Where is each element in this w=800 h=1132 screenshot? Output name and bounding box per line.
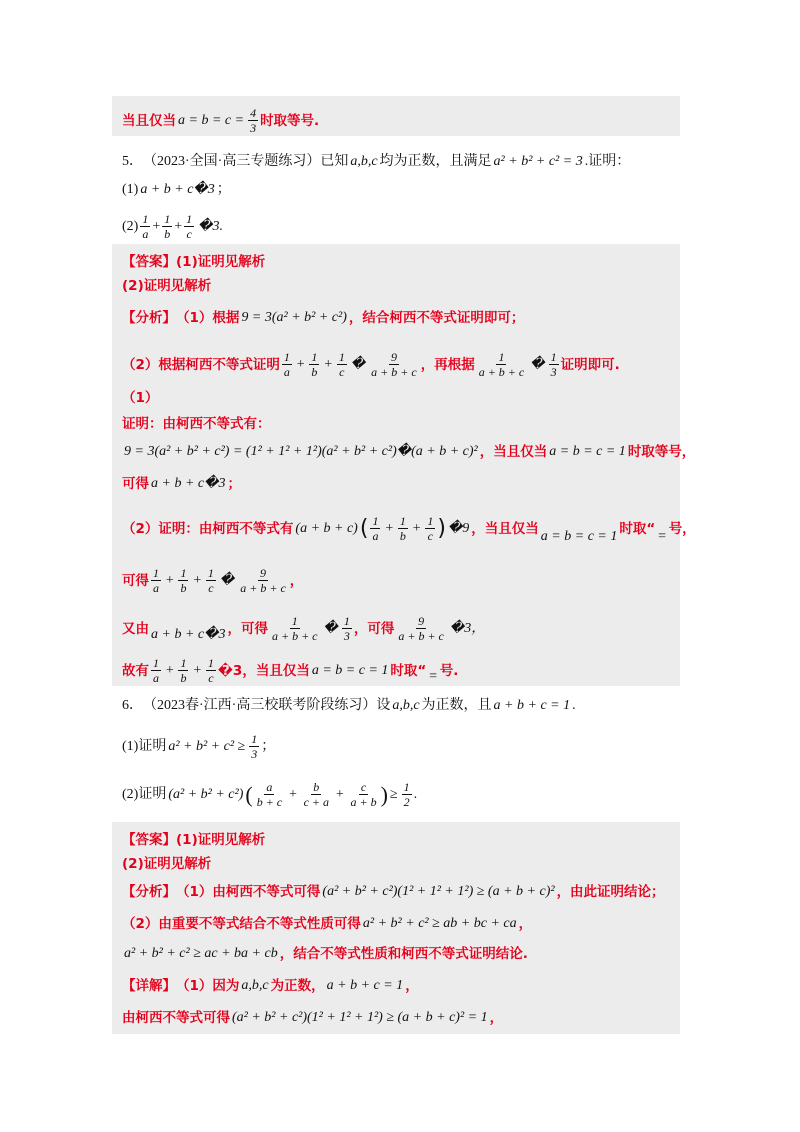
q6-analysis-tag: 【分析】 xyxy=(122,884,176,900)
res2-pre: 可得 xyxy=(122,572,149,589)
q6-d1-vars: a,b,c xyxy=(241,978,269,993)
res2-end: ， xyxy=(289,572,304,589)
q5-proof1-intro: 证明：由柯西不等式有： xyxy=(122,416,271,432)
frac-1-b: $\frac{1}{b}$ xyxy=(164,212,171,241)
q6-cond: 为正数，且 xyxy=(421,698,492,713)
proof1-post-a: ，当且仅当 xyxy=(479,444,548,460)
also-mid2: ，可得 xyxy=(353,620,395,637)
q5-eq: a² + b² + c² = 3 xyxy=(493,154,583,169)
proof1-cond: a = b = c = 1 xyxy=(549,444,626,459)
q6-d1-mid: 为正数， xyxy=(270,978,325,994)
top-cond-pre: 当且仅当 xyxy=(122,112,176,129)
q5-p1-end: ； xyxy=(216,182,231,197)
q6-source: （2023春·江西·高三校联考阶段练习）设 xyxy=(143,698,391,713)
q5-p2-end: �3. xyxy=(198,218,223,234)
q6-detail-tag: 【详解】 xyxy=(122,978,176,994)
also-mid1: ，可得 xyxy=(227,620,268,637)
proof1-math: 9 = 3(a² + b² + c²) = (1² + 1² + 1²)(a² + b² + c²)�(a + b + c)² xyxy=(124,444,478,459)
q6-analysis-2 xyxy=(122,914,532,934)
q6-d1-end: ， xyxy=(405,978,419,994)
q6-d2-math: (a² + b² + c²)(1² + 1² + 1²) ≥ (a + b + c)² = 1 xyxy=(232,1010,488,1025)
a1-post: ，结合柯西不等式证明即可； xyxy=(348,310,525,326)
proof1-res-math: a + b + c�3 xyxy=(151,476,226,491)
proof2-post-c: 号， xyxy=(668,520,696,537)
a2-mid: ，再根据 xyxy=(420,356,475,373)
fin-cond: a = b = c = 1 xyxy=(311,662,389,678)
also-end: �3， xyxy=(449,620,486,636)
q5-p2-label: (2) xyxy=(122,218,139,234)
a1-pre: （1）根据 xyxy=(176,310,240,326)
q6-p2-end: ≥ xyxy=(389,786,398,802)
q5-p1-math: a + b + c�3 xyxy=(140,182,215,197)
top-cond-post: 时取等号. xyxy=(260,112,320,129)
q6-p1-end: ； xyxy=(261,738,276,754)
q5-proof1-result xyxy=(122,474,241,494)
q5-vars: a,b,c xyxy=(350,154,378,169)
q6-vars: a,b,c xyxy=(392,698,420,713)
q6-a2-end: ， xyxy=(518,916,533,932)
q5-proof1-math-line xyxy=(122,442,695,462)
proof2-eq: = xyxy=(657,528,667,544)
proof2-end: �9 xyxy=(447,520,470,536)
q5-prove: .证明： xyxy=(584,154,631,169)
fin-pre: 故有 xyxy=(122,662,149,679)
q6-analysis-3 xyxy=(122,944,528,964)
q5-sub1: （1） xyxy=(122,390,159,406)
q6-eq: a + b + c = 1 xyxy=(493,698,571,713)
also-math1: a + b + c�3 xyxy=(151,626,226,642)
q6-part2: (2)证明 (a² + b² + c²) ( $\frac{a}{b + c}$ + $\frac{b}{c + a}$ + $\frac{c}{a + b}$ ) ≥ $\frac{1}{2}$ . xyxy=(122,780,418,809)
also-pre: 又由 xyxy=(122,620,149,637)
analysis-tag: 【分析】 xyxy=(122,310,176,326)
fin-mid: �3，当且仅当 xyxy=(217,662,310,679)
q5-also-line: 又由 a + b + c�3 ，可得 $\frac{1}{a + b + c}$ � $\frac{1}{3}$ ，可得 $\frac{9}{a + b + c}$ �3， xyxy=(122,614,486,643)
frac-1-a: $\frac{1}{a}$ xyxy=(142,212,149,241)
fin-eq: = xyxy=(428,668,438,684)
q5-analysis-1 xyxy=(122,308,524,328)
q6-d1-pre: （1）因为 xyxy=(176,978,240,994)
q6-a1-pre: （1）由柯西不等式可得 xyxy=(176,884,321,900)
top-cond-math: a = b = c = xyxy=(178,112,245,128)
a1-math: 9 = 3(a² + b² + c²) xyxy=(241,310,347,325)
q6-answer-line: 【答案】(1)证明见解析 xyxy=(122,832,266,848)
q5-part2: (2) $\frac{1}{a}$ + $\frac{1}{b}$ + $\frac{1}{c}$ �3. xyxy=(122,212,223,241)
q5-result2: 可得 $\frac{1}{a}$ + $\frac{1}{b}$ + $\frac{1}{c}$ � $\frac{9}{a + b + c}$ ， xyxy=(122,566,304,595)
fin-post: 时取“ xyxy=(390,662,427,679)
q6-detail-2 xyxy=(122,1008,503,1028)
q5-part1 xyxy=(122,180,231,200)
frac-9-sum: $\frac{9}{a + b + c}$ xyxy=(371,350,417,379)
proof2-post-b: 时取“ xyxy=(619,520,656,537)
q5-proof2-line: （2）证明：由柯西不等式有 (a + b + c) ( $\frac{1}{a}$ + $\frac{1}{b}$ + $\frac{1}{c}$ ) �9 ，当且仅当 a = b = c = 1 时取“ = 号， xyxy=(122,514,696,543)
q6-a2-pre: （2）由重要不等式结合不等式性质可得 xyxy=(122,916,361,932)
q6-d2-pre: 由柯西不等式可得 xyxy=(122,1010,230,1026)
q6-detail-1 xyxy=(122,976,419,996)
q6-a1-math: (a² + b² + c²)(1² + 1² + 1²) ≥ (a + b + c)² xyxy=(322,884,555,899)
proof2-pre: （2）证明：由柯西不等式有 xyxy=(122,520,294,537)
q5-final-line: 故有 $\frac{1}{a}$ + $\frac{1}{b}$ + $\frac{1}{c}$ �3，当且仅当 a = b = c = 1 时取“ = 号. xyxy=(122,656,459,685)
q6-p2-math: (a² + b² + c²) xyxy=(168,786,244,802)
top-equality-line xyxy=(122,106,319,135)
q6-a3-post: ，结合不等式性质和柯西不等式证明结论. xyxy=(279,946,528,962)
a2-post: 证明即可. xyxy=(560,356,620,373)
fin-post2: 号. xyxy=(439,662,459,679)
proof2-math: (a + b + c) xyxy=(295,520,358,536)
q5-cond: 均为正数，且满足 xyxy=(379,154,492,169)
q6-a1-post: ，由此证明结论； xyxy=(556,884,665,900)
proof1-res-pre: 可得 xyxy=(122,476,149,492)
q6-p1-label: (1)证明 xyxy=(122,738,167,754)
q6-stem: 6． （2023春·江西·高三校联考阶段练习）设 a,b,c 为正数，且 a + b + c = 1 . xyxy=(122,696,576,716)
q6-a3-math: a² + b² + c² ≥ ac + ba + cb xyxy=(124,946,278,961)
q5-source: （2023·全国·高三专题练习）已知 xyxy=(143,154,349,169)
q6-p2-label: (2)证明 xyxy=(122,786,167,802)
proof2-post-a: ，当且仅当 xyxy=(471,520,539,537)
q6-part1: (1)证明 a² + b² + c² ≥ $\frac{1}{3}$ ； xyxy=(122,732,276,761)
q6-d2-end: ， xyxy=(489,1010,504,1026)
q5-answer-line2: (2)证明见解析 xyxy=(122,278,212,294)
a2-pre: （2）根据柯西不等式证明 xyxy=(122,356,280,373)
q6-d1-math: a + b + c = 1 xyxy=(326,978,404,993)
q5-number: 5． xyxy=(122,154,143,169)
q6-answer-line2: (2)证明见解析 xyxy=(122,856,212,872)
frac-1-3: $\frac{1}{3}$ xyxy=(550,350,557,379)
q6-number: 6． xyxy=(122,698,143,713)
proof1-post-b: 时取等号， xyxy=(627,444,696,460)
frac-1-c: $\frac{1}{c}$ xyxy=(186,212,193,241)
q6-a2-math: a² + b² + c² ≥ ab + bc + ca xyxy=(362,916,517,931)
frac-1-sum: $\frac{1}{a + b + c}$ xyxy=(478,350,525,379)
q5-answer-line: 【答案】(1)证明见解析 xyxy=(122,254,266,270)
q6-analysis-1 xyxy=(122,882,665,902)
q5-stem xyxy=(122,152,630,172)
q5-analysis-2: （2）根据柯西不等式证明 $\frac{1}{a}$ + $\frac{1}{b}$ + $\frac{1}{c}$ � $\frac{9}{a + b + c}$ ，再根据 $\frac{1}{a + b + c}$ � $\frac{1}{3}$ 证明即可. xyxy=(122,350,620,379)
proof2-cond: a = b = c = 1 xyxy=(540,528,618,544)
top-fraction: $\frac{4}{3}$ xyxy=(250,106,257,135)
q5-p1-label: (1) xyxy=(122,182,139,197)
q6-p1-math: a² + b² + c² ≥ xyxy=(168,738,246,754)
proof1-res-post: ； xyxy=(227,476,241,492)
